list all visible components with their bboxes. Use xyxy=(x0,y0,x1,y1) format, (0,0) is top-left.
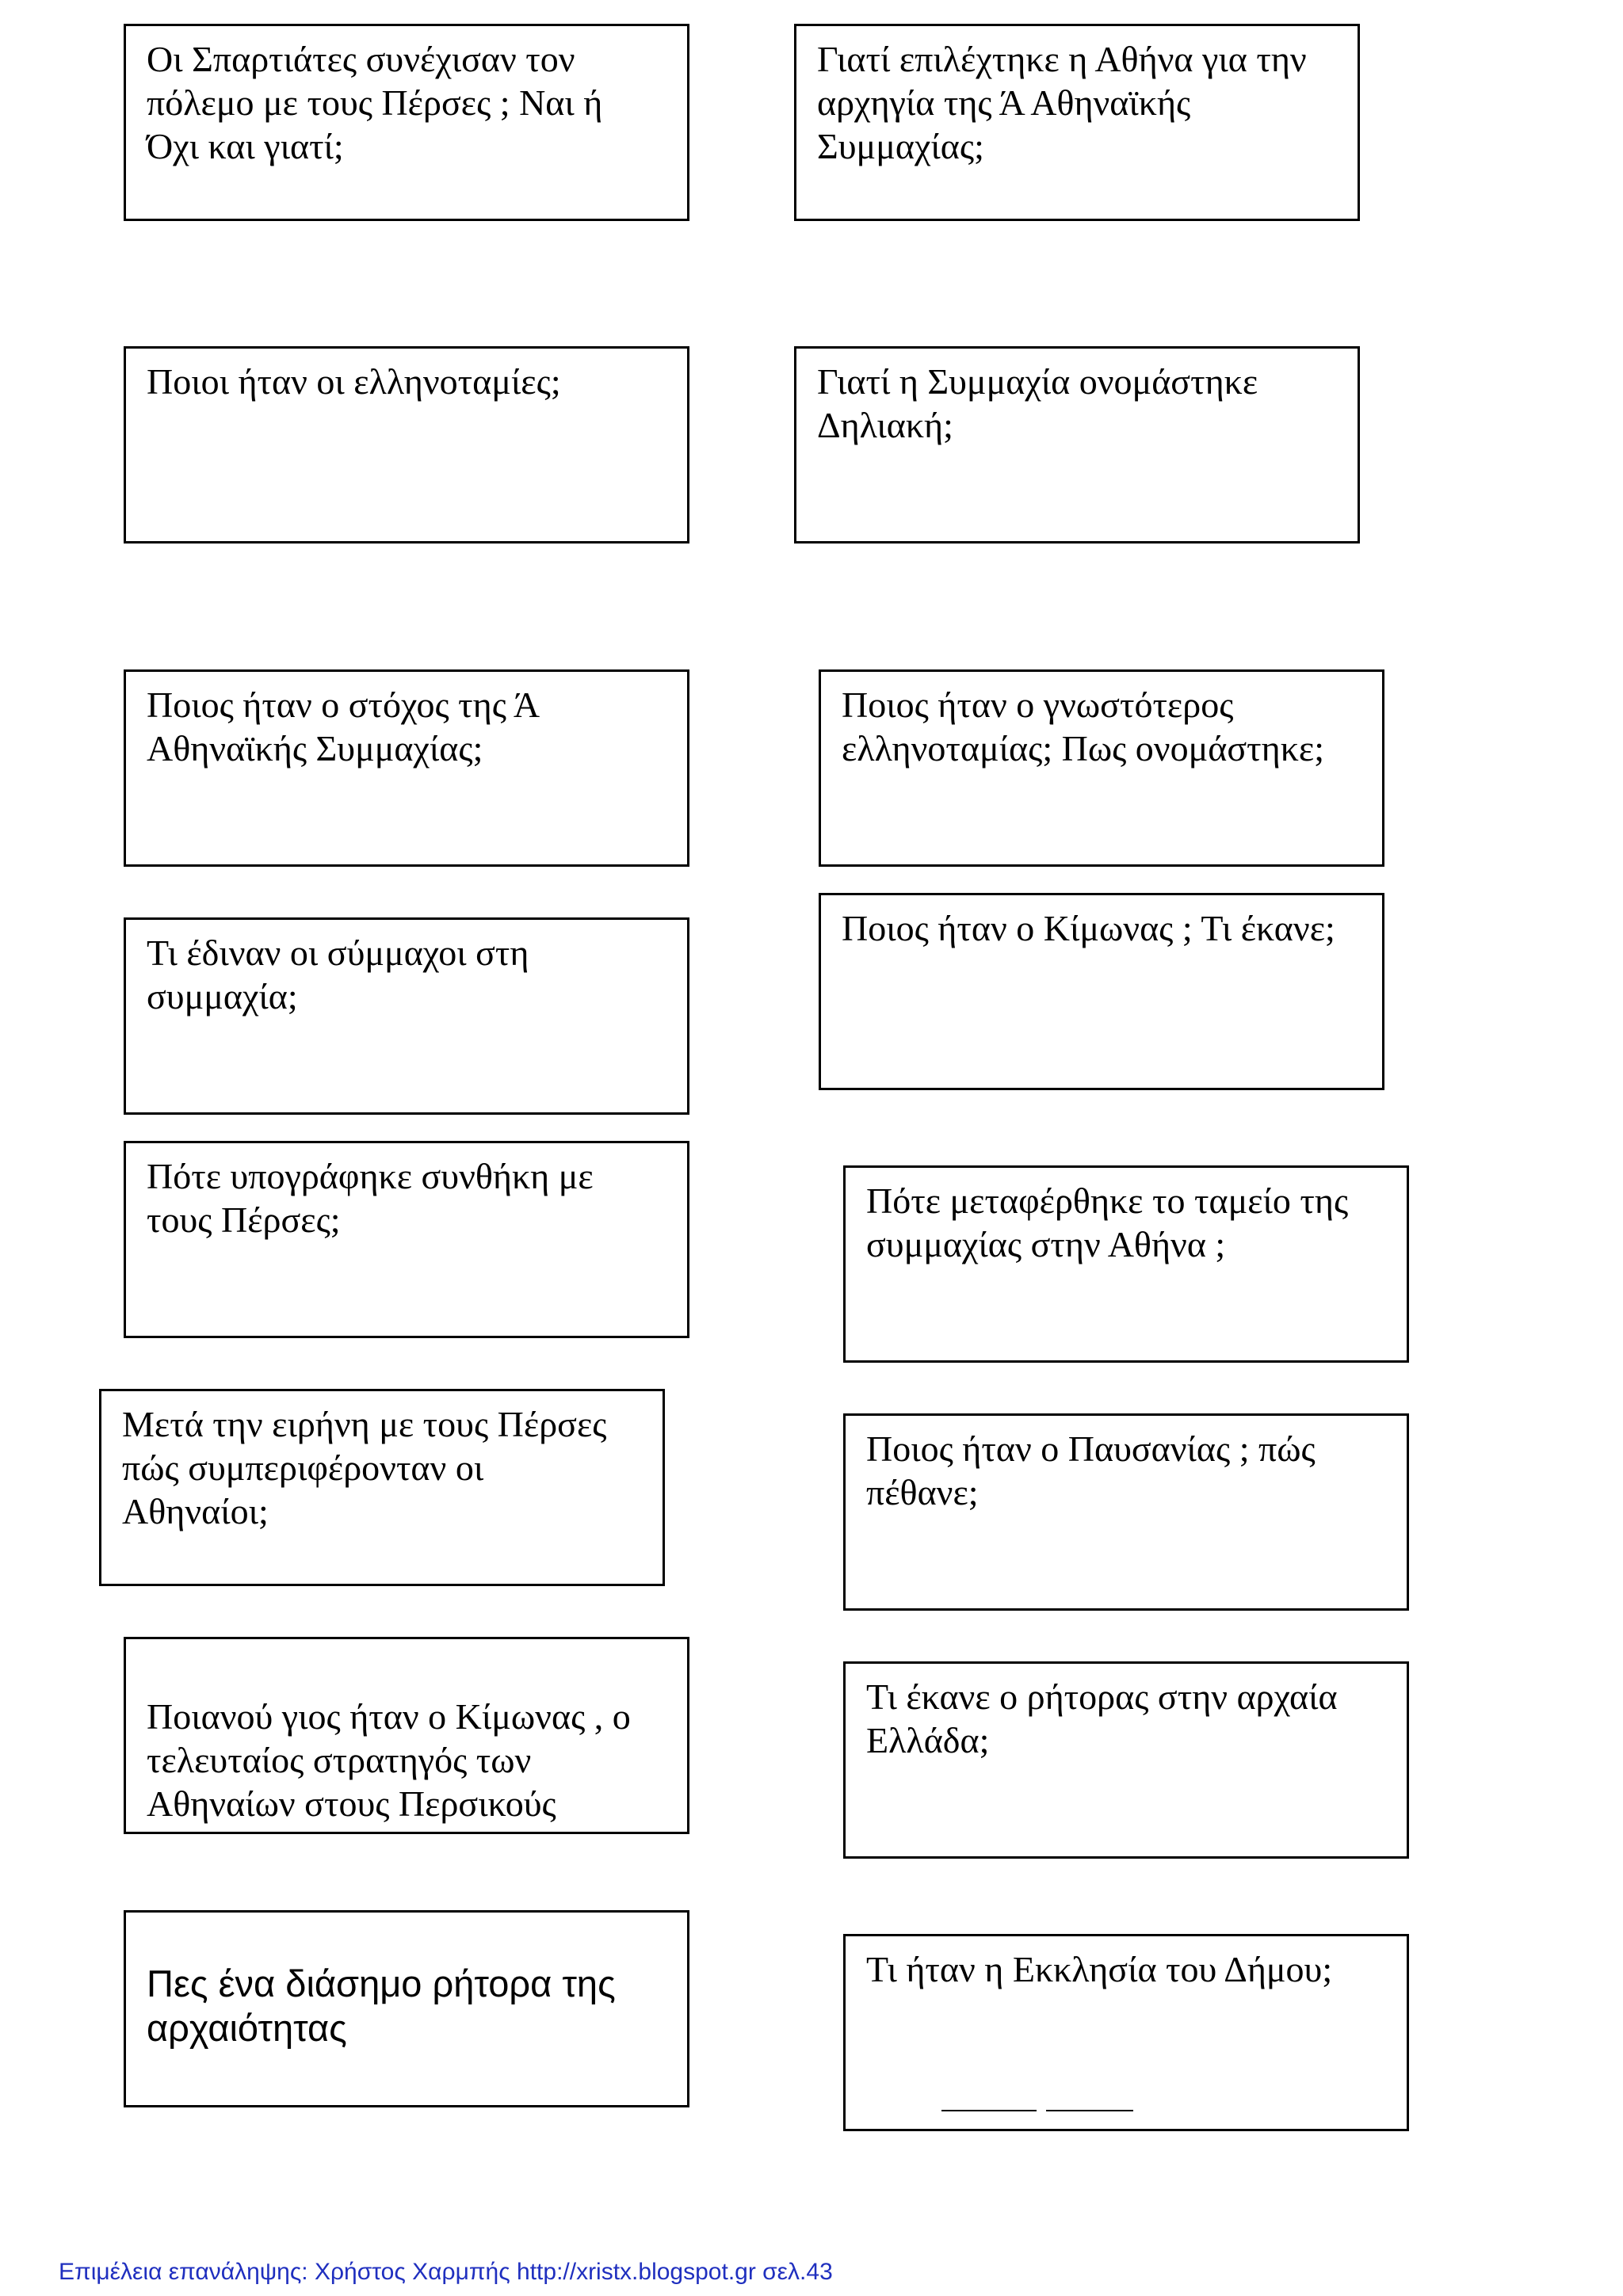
question-text: Ποιανού γιος ήταν ο Κίμωνας , ο τελευταίος στρατηγός των Αθηναίων στους Περσικούς xyxy=(147,1696,631,1824)
question-card-10 xyxy=(843,1165,1409,1363)
question-text: Πότε μεταφέρθηκε το ταμείο της συμμαχίας στην Αθήνα ; xyxy=(866,1180,1349,1264)
question-card-3 xyxy=(124,346,689,543)
question-text: Ποιος ήταν ο στόχος της Ά Αθηναϊκής Συμμαχίας; xyxy=(147,685,540,769)
question-card-4 xyxy=(794,346,1360,543)
question-card-8 xyxy=(819,893,1384,1090)
question-text: Ποιοι ήταν οι ελληνοταμίες; xyxy=(147,361,561,402)
question-text: Τι ήταν η Εκκλησία του Δήμου; xyxy=(866,1949,1333,1989)
question-text: Γιατί επιλέχτηκε η Αθήνα για την αρχηγία της Ά Αθηναϊκής Συμμαχίας; xyxy=(817,39,1307,166)
question-text: Οι Σπαρτιάτες συνέχισαν τον πόλεμο με τους Πέρσες ; Ναι ή Όχι και γιατί; xyxy=(147,39,603,166)
question-card-14 xyxy=(843,1661,1409,1859)
question-card-12 xyxy=(843,1413,1409,1611)
question-card-7 xyxy=(124,917,689,1115)
question-text: Τι έδιναν οι σύμμαχοι στη συμμαχία; xyxy=(147,933,529,1016)
question-text: Γιατί η Συμμαχία ονομάστηκε Δηλιακή; xyxy=(817,361,1258,445)
question-text: Πότε υπογράφηκε συνθήκη με τους Πέρσες; xyxy=(147,1156,594,1240)
question-card-5 xyxy=(124,669,689,867)
question-card-9 xyxy=(124,1141,689,1338)
question-card-2 xyxy=(794,24,1360,221)
question-text: Τι έκανε ο ρήτορας στην αρχαία Ελλάδα; xyxy=(866,1676,1338,1760)
question-text: Πες ένα διάσημο ρήτορα της αρχαιότητας xyxy=(147,1962,616,2049)
question-text: Ποιος ήταν ο Κίμωνας ; Τι έκανε; xyxy=(842,908,1335,948)
question-card-15 xyxy=(124,1910,689,2107)
question-text: Ποιος ήταν ο γνωστότερος ελληνοταμίας; Πως ονομάστηκε; xyxy=(842,685,1324,769)
question-card-11 xyxy=(99,1389,665,1586)
question-card-13 xyxy=(124,1637,689,1834)
question-card-6 xyxy=(819,669,1384,867)
page-footer: Επιμέλεια επανάληψης: Χρήστος Χαρμπής http://xristx.blogspot.gr σελ.43 xyxy=(59,2259,833,2285)
question-text: Ποιος ήταν ο Παυσανίας ; πώς πέθανε; xyxy=(866,1428,1316,1512)
stray-marks-divider xyxy=(941,2101,1171,2112)
question-text: Μετά την ειρήνη με τους Πέρσες πώς συμπεριφέρονταν οι Αθηναίοι; xyxy=(122,1404,607,1531)
question-card-1 xyxy=(124,24,689,221)
